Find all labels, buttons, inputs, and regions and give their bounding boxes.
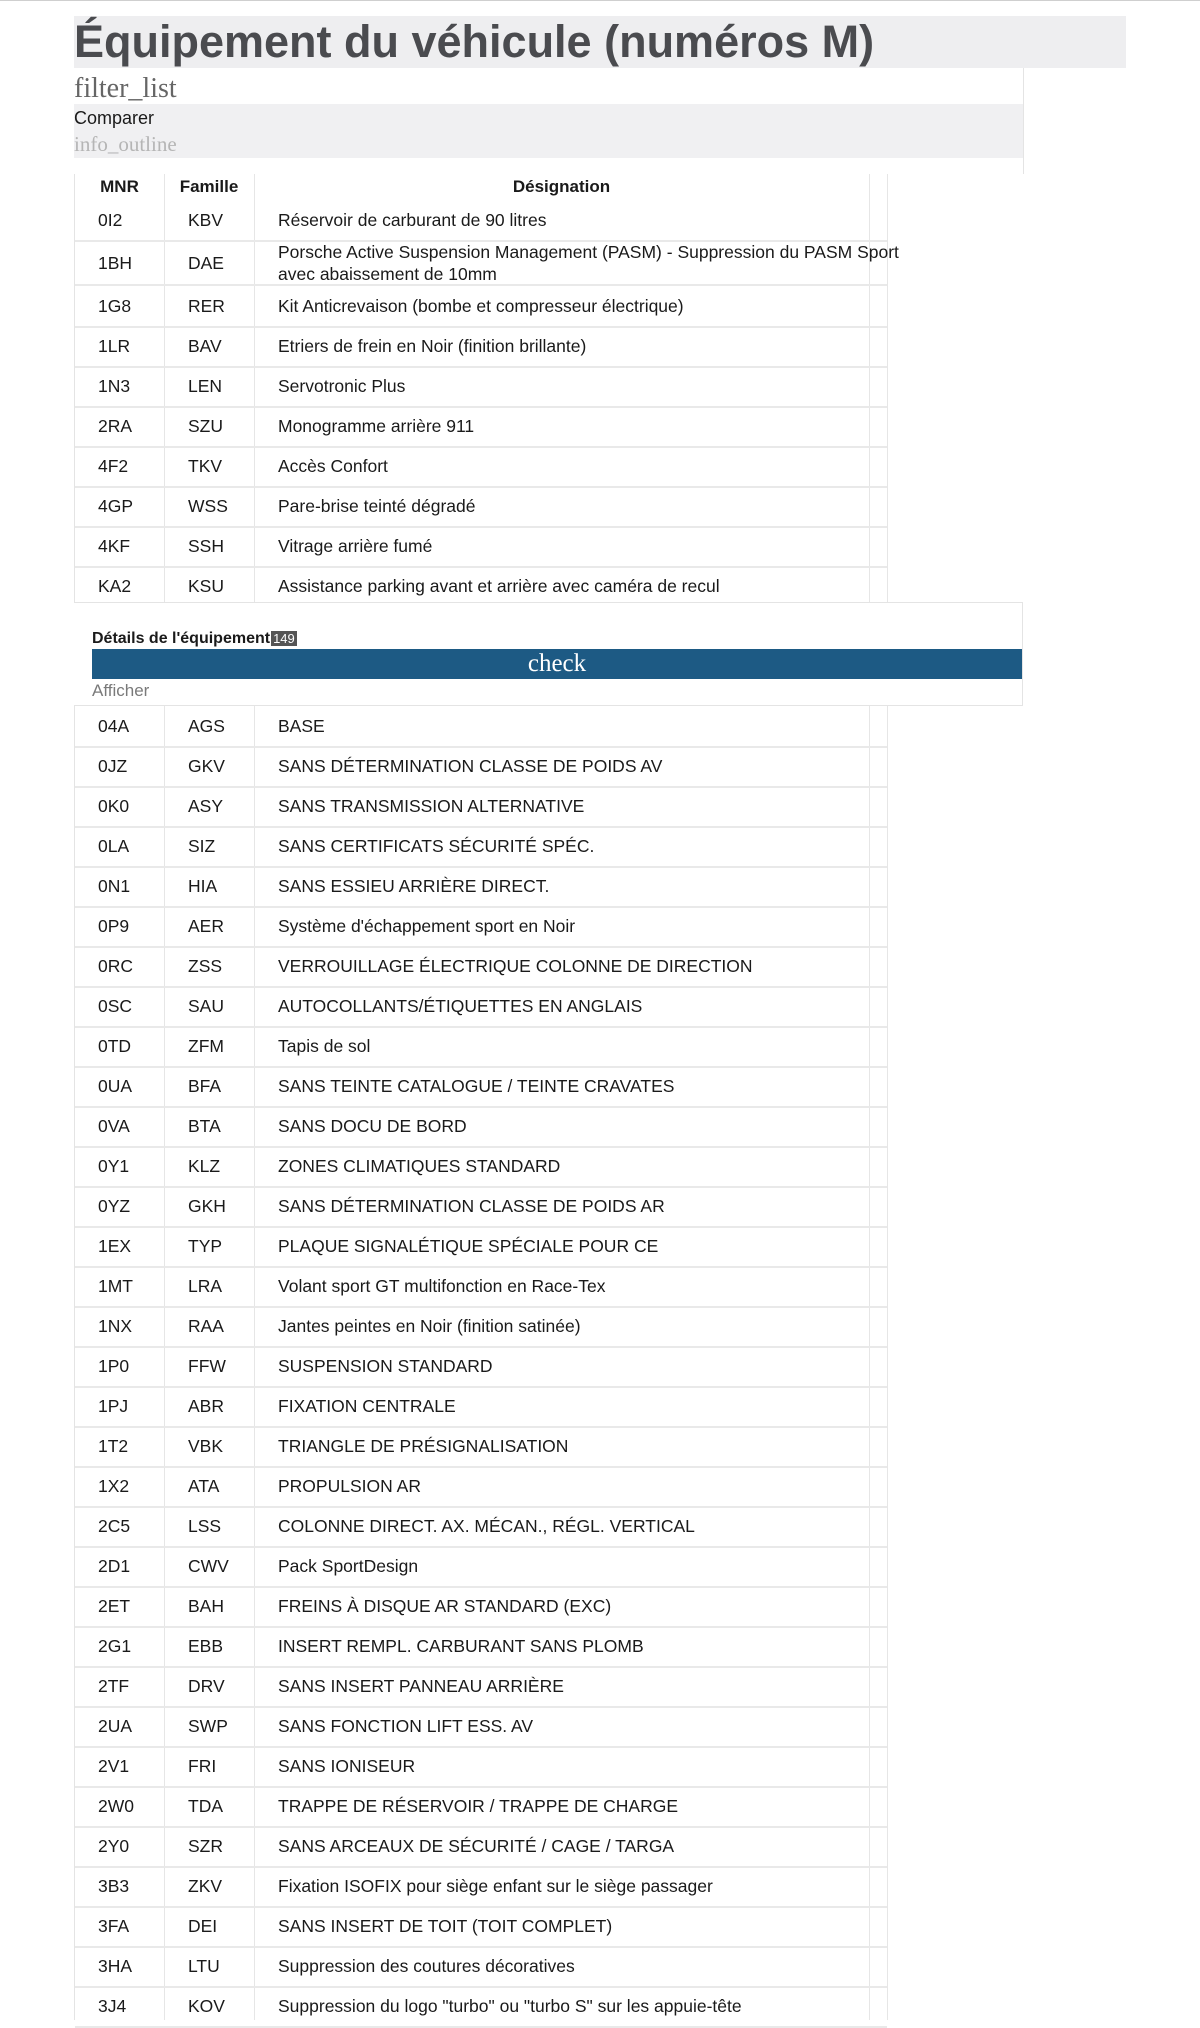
cell-famille: SSH — [188, 536, 224, 556]
cell-designation: SANS ESSIEU ARRIÈRE DIRECT. — [278, 876, 550, 896]
cell-famille: DRV — [188, 1676, 225, 1696]
cell-designation: SANS DÉTERMINATION CLASSE DE POIDS AR — [278, 1196, 665, 1216]
cell-mnr: 1N3 — [98, 376, 131, 396]
table-row[interactable] — [75, 786, 887, 828]
cell-mnr: 4KF — [98, 536, 131, 556]
cell-mnr: 3FA — [98, 1916, 130, 1936]
cell-famille: RAA — [188, 1316, 224, 1336]
cell-mnr: 2G1 — [98, 1636, 132, 1656]
table-row[interactable] — [75, 1146, 887, 1188]
cell-designation: Porsche Active Suspension Management (PASM) - Suppression du PASM Sport avec abaissement de 10mm — [278, 242, 899, 284]
cell-designation: BASE — [278, 716, 325, 736]
count-badge: 149 — [273, 631, 295, 646]
toolbar — [74, 68, 1024, 174]
cell-designation: Pare-brise teinté dégradé — [278, 496, 476, 516]
cell-designation: PROPULSION AR — [278, 1476, 421, 1496]
cell-mnr: 2UA — [98, 1716, 133, 1736]
equipment-table — [74, 174, 1024, 2020]
cell-famille: HIA — [188, 876, 218, 896]
cell-mnr: 1G8 — [98, 296, 132, 316]
cell-designation: Réservoir de carburant de 90 litres — [278, 210, 547, 230]
cell-designation: SANS DÉTERMINATION CLASSE DE POIDS AV — [278, 756, 663, 776]
cell-mnr: 0YZ — [98, 1196, 131, 1216]
cell-famille: VBK — [188, 1436, 224, 1456]
cell-designation: SANS ARCEAUX DE SÉCURITÉ / CAGE / TARGA — [278, 1836, 675, 1856]
cell-designation: SANS DOCU DE BORD — [278, 1116, 467, 1136]
cell-famille: LSS — [188, 1516, 222, 1536]
cell-mnr: 1P0 — [98, 1356, 130, 1376]
cell-designation: COLONNE DIRECT. AX. MÉCAN., RÉGL. VERTICAL — [278, 1516, 695, 1536]
table-row[interactable] — [75, 906, 887, 948]
cell-mnr: 0K0 — [98, 796, 130, 816]
cell-famille: AGS — [188, 716, 225, 736]
details-title-text: Détails de l'équipement — [92, 630, 271, 647]
cell-mnr: 3J4 — [98, 1996, 127, 2016]
cell-mnr: 2RA — [98, 416, 133, 436]
table-row[interactable] — [75, 946, 887, 988]
cell-famille: BTA — [188, 1116, 221, 1136]
compare-bar[interactable] — [74, 104, 1023, 158]
cell-designation: SUSPENSION STANDARD — [278, 1356, 493, 1376]
cell-mnr: 0JZ — [98, 756, 128, 776]
cell-designation: TRAPPE DE RÉSERVOIR / TRAPPE DE CHARGE — [278, 1796, 679, 1816]
cell-mnr: 2Y0 — [98, 1836, 130, 1856]
cell-designation: Jantes peintes en Noir (finition satinée) — [278, 1316, 581, 1336]
cell-famille: LTU — [188, 1956, 220, 1976]
cell-mnr: 2ET — [98, 1596, 131, 1616]
cell-mnr: 2TF — [98, 1676, 130, 1696]
show-toggle[interactable]: Afficher — [92, 681, 150, 700]
cell-famille: SZU — [188, 416, 223, 436]
cell-designation: Vitrage arrière fumé — [278, 536, 433, 556]
cell-famille: TKV — [188, 456, 223, 476]
table-row[interactable] — [75, 240, 899, 286]
cell-famille: SAU — [188, 996, 224, 1016]
cell-designation: SANS IONISEUR — [278, 1756, 416, 1776]
cell-mnr: 1NX — [98, 1316, 133, 1336]
cell-designation: SANS CERTIFICATS SÉCURITÉ SPÉC. — [278, 836, 595, 856]
table-row[interactable] — [75, 326, 887, 368]
cell-mnr: 0SC — [98, 996, 133, 1016]
cell-famille: KOV — [188, 1996, 225, 2016]
filter-icon[interactable]: filter_list — [74, 73, 177, 104]
table-row[interactable] — [75, 1906, 887, 1948]
table-row[interactable] — [75, 1546, 887, 1588]
table-row[interactable] — [75, 526, 887, 568]
table-row[interactable] — [75, 1946, 887, 1988]
cell-famille: RER — [188, 296, 225, 316]
cell-mnr: 1BH — [98, 253, 133, 273]
table-row[interactable] — [75, 1506, 887, 1548]
cell-famille: SIZ — [188, 836, 216, 856]
cell-mnr: 0VA — [98, 1116, 130, 1136]
table-row[interactable] — [75, 1706, 887, 1748]
cell-designation: PLAQUE SIGNALÉTIQUE SPÉCIALE POUR CE — [278, 1236, 659, 1256]
cell-designation: INSERT REMPL. CARBURANT SANS PLOMB — [278, 1636, 644, 1656]
info-outline-icon[interactable]: info_outline — [74, 132, 177, 156]
table-row[interactable] — [75, 1306, 887, 1348]
table-row[interactable] — [75, 486, 887, 528]
table-row[interactable] — [75, 866, 887, 908]
table-row[interactable] — [75, 1626, 887, 1668]
cell-famille: FRI — [188, 1756, 217, 1776]
cell-famille: TYP — [188, 1236, 223, 1256]
cell-famille: AER — [188, 916, 224, 936]
cell-famille: BFA — [188, 1076, 222, 1096]
cell-famille: SWP — [188, 1716, 228, 1736]
cell-famille: GKH — [188, 1196, 226, 1216]
cell-designation: FREINS À DISQUE AR STANDARD (EXC) — [278, 1596, 612, 1616]
cell-designation: Servotronic Plus — [278, 376, 406, 396]
cell-designation: VERROUILLAGE ÉLECTRIQUE COLONNE DE DIRECTION — [278, 956, 753, 976]
table-row[interactable] — [75, 1266, 887, 1308]
cell-designation: FIXATION CENTRALE — [278, 1396, 456, 1416]
cell-mnr: 4F2 — [98, 456, 129, 476]
compare-label[interactable]: Comparer — [74, 108, 155, 128]
column-header-designation[interactable]: Désignation — [512, 177, 611, 196]
table-header — [75, 174, 887, 200]
cell-famille: LRA — [188, 1276, 223, 1296]
cell-famille: GKV — [188, 756, 225, 776]
table-row[interactable] — [75, 1666, 887, 1708]
table-row[interactable] — [75, 1986, 887, 2028]
cell-famille: ZFM — [188, 1036, 224, 1056]
cell-designation: Volant sport GT multifonction en Race-Tex — [278, 1276, 606, 1296]
cell-designation: Monogramme arrière 911 — [278, 416, 475, 436]
cell-famille: SZR — [188, 1836, 223, 1856]
cell-famille: FFW — [188, 1356, 226, 1376]
table-row[interactable] — [75, 1346, 887, 1388]
table-row[interactable] — [75, 1746, 887, 1788]
table-row[interactable] — [75, 1026, 887, 1068]
cell-mnr: 0LA — [98, 836, 130, 856]
cell-designation: Etriers de frein en Noir (finition brillante) — [278, 336, 587, 356]
table-row[interactable] — [75, 1826, 887, 1868]
cell-famille: KSU — [188, 576, 224, 596]
cell-mnr: 1T2 — [98, 1436, 129, 1456]
table-row[interactable] — [75, 1426, 887, 1468]
cell-famille: ATA — [188, 1476, 220, 1496]
table-row[interactable] — [75, 1066, 887, 1108]
table-row[interactable] — [75, 706, 887, 748]
cell-mnr: 4GP — [98, 496, 134, 516]
cell-famille: KLZ — [188, 1156, 221, 1176]
table-row[interactable] — [75, 406, 887, 448]
cell-famille: ASY — [188, 796, 224, 816]
cell-mnr: 1LR — [98, 336, 131, 356]
cell-mnr: 0P9 — [98, 916, 130, 936]
cell-famille: DAE — [188, 253, 224, 273]
cell-designation: AUTOCOLLANTS/ÉTIQUETTES EN ANGLAIS — [278, 996, 643, 1016]
cell-designation: SANS TRANSMISSION ALTERNATIVE — [278, 796, 585, 816]
page-title: Équipement du véhicule (numéros M) — [74, 16, 875, 67]
cell-mnr: 0UA — [98, 1076, 133, 1096]
cell-mnr: 1EX — [98, 1236, 132, 1256]
cell-designation: ZONES CLIMATIQUES STANDARD — [278, 1156, 561, 1176]
table-row[interactable] — [75, 1226, 887, 1268]
cell-mnr: 0N1 — [98, 876, 131, 896]
cell-mnr: 1PJ — [98, 1396, 129, 1416]
cell-mnr: 0TD — [98, 1036, 132, 1056]
top-border — [0, 0, 1200, 1]
cell-famille: BAH — [188, 1596, 224, 1616]
cell-mnr: 2C5 — [98, 1516, 131, 1536]
cell-mnr: 3HA — [98, 1956, 133, 1976]
cell-famille: TDA — [188, 1796, 223, 1816]
cell-famille: ABR — [188, 1396, 224, 1416]
cell-designation: Fixation ISOFIX pour siège enfant sur le siège passager — [278, 1876, 713, 1896]
cell-famille: LEN — [188, 376, 223, 396]
table-row[interactable] — [75, 1466, 887, 1508]
table-row[interactable] — [75, 746, 887, 788]
cell-designation: Suppression du logo "turbo" ou "turbo S" sur les appuie-tête — [278, 1996, 742, 2016]
equipment-details-panel — [74, 602, 1023, 706]
table-row[interactable] — [75, 446, 887, 488]
table-row[interactable] — [75, 286, 887, 328]
cell-designation: Tapis de sol — [278, 1036, 371, 1056]
table-row[interactable] — [75, 1786, 887, 1828]
cell-designation: Accès Confort — [278, 456, 388, 476]
cell-designation: Suppression des coutures décoratives — [278, 1956, 575, 1976]
table-row[interactable] — [75, 1586, 887, 1628]
table-row[interactable] — [75, 366, 887, 408]
check-button[interactable]: check — [92, 649, 1022, 679]
cell-famille: CWV — [188, 1556, 229, 1576]
table-row[interactable] — [75, 1386, 887, 1428]
title-bar — [74, 16, 1126, 68]
table-row[interactable] — [75, 826, 887, 868]
cell-famille: ZKV — [188, 1876, 223, 1896]
cell-famille: KBV — [188, 210, 224, 230]
cell-famille: EBB — [188, 1636, 224, 1656]
cell-designation: Assistance parking avant et arrière avec caméra de recul — [278, 576, 720, 596]
cell-famille: DEI — [188, 1916, 218, 1936]
cell-famille: BAV — [188, 336, 222, 356]
cell-designation: TRIANGLE DE PRÉSIGNALISATION — [278, 1436, 569, 1456]
cell-mnr: 0RC — [98, 956, 134, 976]
cell-mnr: 0Y1 — [98, 1156, 130, 1176]
cell-mnr: 3B3 — [98, 1876, 130, 1896]
column-header-mnr[interactable]: MNR — [100, 177, 139, 196]
table-row[interactable] — [75, 200, 887, 242]
cell-mnr: 1X2 — [98, 1476, 130, 1496]
column-header-famille[interactable]: Famille — [179, 177, 239, 196]
details-title — [92, 629, 297, 649]
table-row[interactable] — [75, 1866, 887, 1908]
cell-designation: Système d'échappement sport en Noir — [278, 916, 576, 936]
cell-famille: WSS — [188, 496, 228, 516]
table-row[interactable] — [75, 1106, 887, 1148]
cell-designation: SANS FONCTION LIFT ESS. AV — [278, 1716, 534, 1736]
cell-mnr: KA2 — [98, 576, 132, 596]
cell-designation: SANS TEINTE CATALOGUE / TEINTE CRAVATES — [278, 1076, 675, 1096]
table-row[interactable] — [75, 986, 887, 1028]
cell-mnr: 2V1 — [98, 1756, 130, 1776]
cell-mnr: 2D1 — [98, 1556, 131, 1576]
cell-designation: Kit Anticrevaison (bombe et compresseur électrique) — [278, 296, 684, 316]
cell-mnr: 04A — [98, 716, 130, 736]
cell-mnr: 1MT — [98, 1276, 133, 1296]
cell-mnr: 0I2 — [98, 210, 123, 230]
cell-mnr: 2W0 — [98, 1796, 134, 1816]
table-row[interactable] — [75, 1186, 887, 1228]
cell-famille: ZSS — [188, 956, 223, 976]
cell-designation: SANS INSERT PANNEAU ARRIÈRE — [278, 1676, 564, 1696]
cell-designation: SANS INSERT DE TOIT (TOIT COMPLET) — [278, 1916, 613, 1936]
cell-designation: Pack SportDesign — [278, 1556, 419, 1576]
